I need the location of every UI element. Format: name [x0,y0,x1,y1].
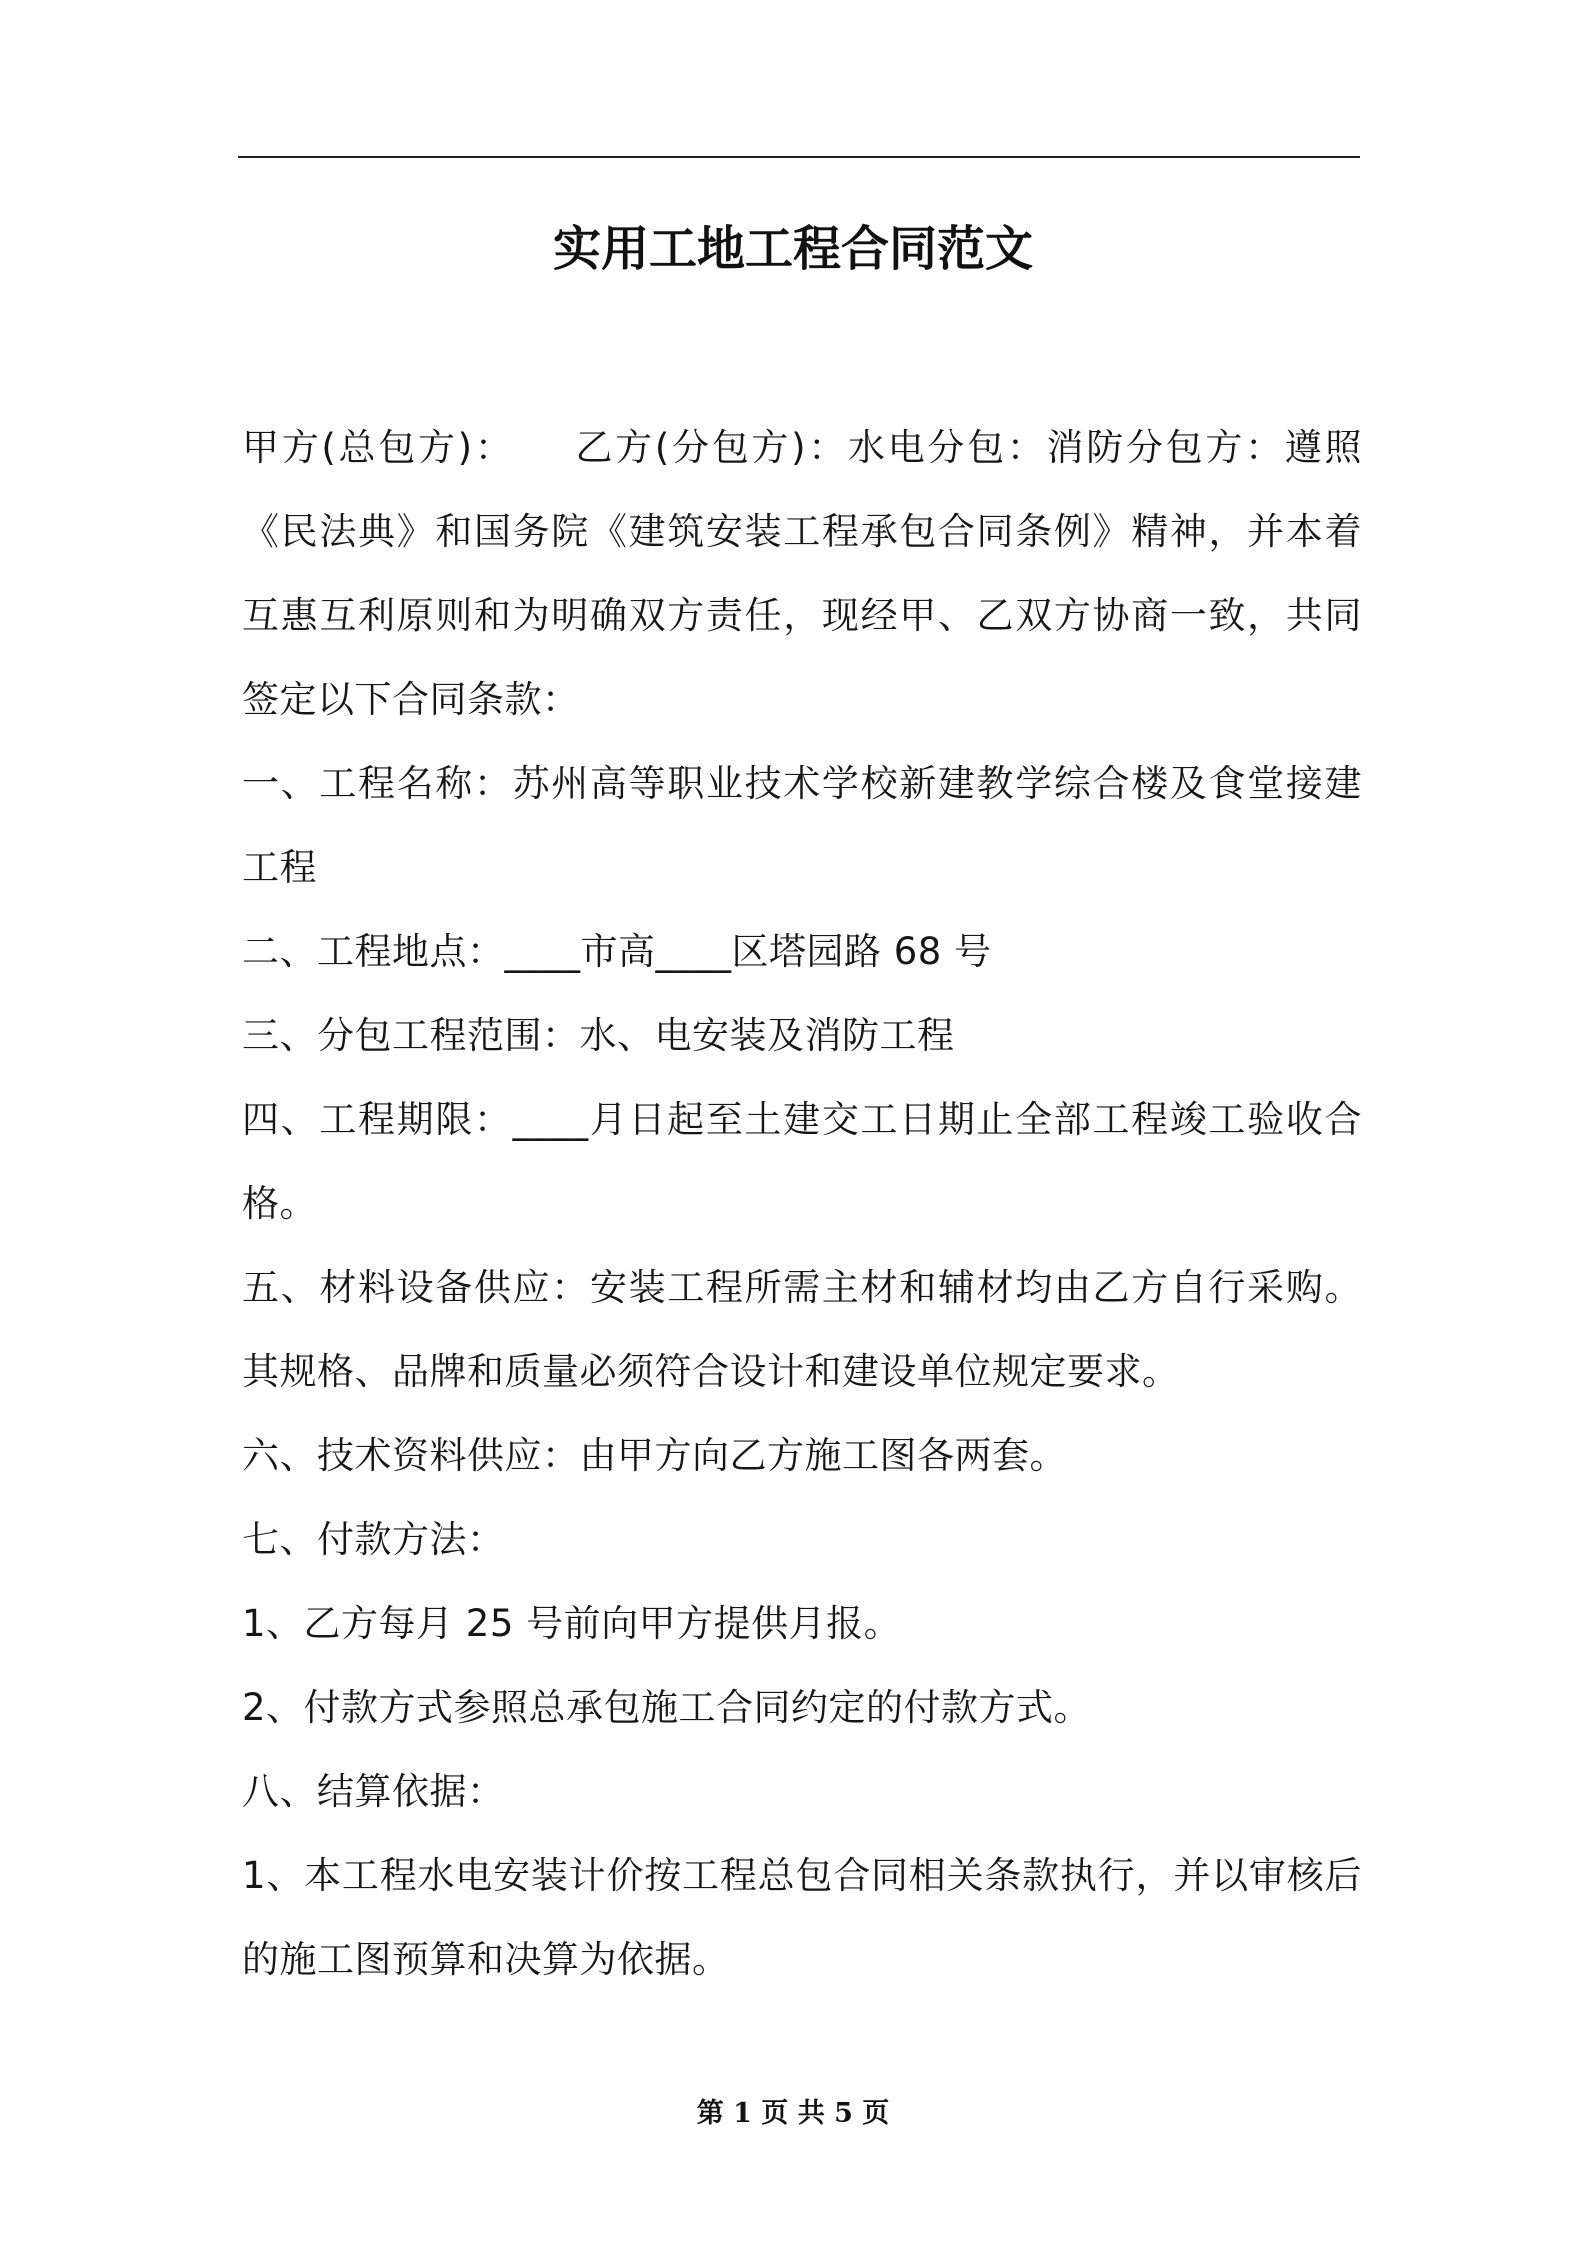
paragraph-payment-item-2: 2、付款方式参照总承包施工合同约定的付款方式。 [242,1686,1092,1729]
paragraph-settlement-heading: 八、结算依据： [242,1770,505,1813]
paragraph-technical-docs: 六、技术资料供应：由甲方向乙方施工图各两套。 [242,1434,1067,1477]
paragraph-project-location: 二、工程地点：____市高____区塔园路 68 号 [242,930,992,973]
paragraph-period: 四、工程期限：____月日起至土建交工日期止全部工程竣工验收合格。 [242,1098,1362,1225]
paragraph-scope: 三、分包工程范围：水、电安装及消防工程 [242,1014,955,1057]
paragraph-project-name: 一、工程名称：苏州高等职业技术学校新建教学综合楼及食堂接建工程 [242,762,1362,889]
document-title: 实用工地工程合同范文 [552,221,1033,277]
page-number: 第 1 页 共 5 页 [696,2098,890,2129]
paragraph-parties: 甲方(总包方)： 乙方(分包方)：水电分包：消防分包方：遵照《民法典》和国务院《建筑安装工程承包合同条例》精神，并本着互惠互利原则和为明确双方责任，现经甲、乙双方协商一致，共同签定以下合同条款： [242,426,1362,721]
document-body [242,406,1362,2002]
paragraph-materials: 五、材料设备供应：安装工程所需主材和辅材均由乙方自行采购。其规格、品牌和质量必须符合设计和建设单位规定要求。 [242,1266,1362,1393]
paragraph-settlement-item-1: 1、本工程水电安装计价按工程总包合同相关条款执行，并以审核后的施工图预算和决算为依据。 [242,1854,1362,1981]
paragraph-payment-heading: 七、付款方法： [242,1518,505,1561]
header-rule [238,156,1360,158]
paragraph-payment-item-1: 1、乙方每月 25 号前向甲方提供月报。 [242,1602,902,1645]
